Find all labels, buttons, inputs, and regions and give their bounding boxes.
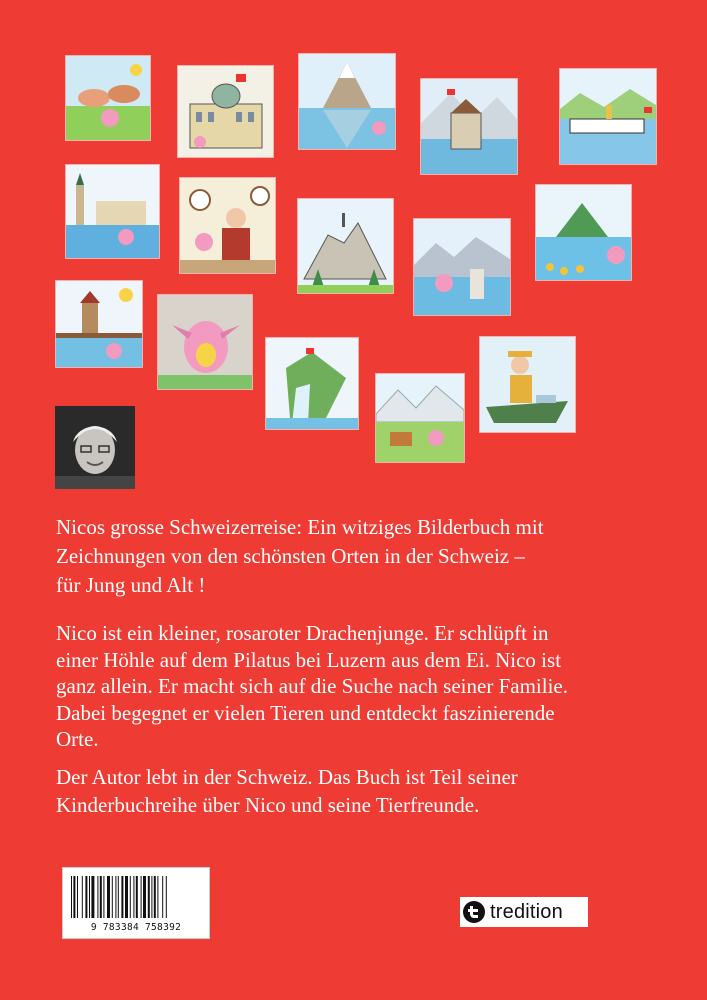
illustration-alps-cow bbox=[376, 374, 464, 462]
illustration-lugano bbox=[536, 185, 631, 280]
isbn-barcode bbox=[62, 867, 210, 939]
story-line: Orte. bbox=[56, 727, 99, 751]
isbn-number: 9 783384 758392 bbox=[90, 922, 182, 933]
illustration-federal-palace bbox=[178, 66, 273, 157]
illustration-dragon-fountain bbox=[414, 219, 510, 315]
illustration-matterhorn bbox=[299, 54, 395, 149]
intro-line: Zeichnungen von den schönsten Orten in der Schweiz – bbox=[56, 544, 525, 568]
illustration-lake-steamboat bbox=[560, 69, 656, 164]
publisher-name: tredition bbox=[490, 900, 563, 923]
illustration-chillon-castle bbox=[421, 79, 517, 174]
illustration-boatman bbox=[480, 337, 575, 432]
illustration-horses-dragon bbox=[66, 56, 150, 140]
author-line: Der Autor lebt in der Schweiz. Das Buch ist Teil seiner bbox=[56, 765, 518, 789]
author-line: Kinderbuchreihe über Nico und seine Tierfreunde. bbox=[56, 793, 480, 817]
illustration-dragon-cave bbox=[158, 295, 252, 389]
illustration-zurich bbox=[66, 165, 159, 258]
publisher-logo bbox=[460, 897, 588, 927]
illustration-pilatus bbox=[298, 199, 393, 293]
author-photo bbox=[55, 406, 135, 489]
illustration-rhine-falls bbox=[266, 338, 358, 429]
tredition-logo-icon bbox=[463, 901, 485, 923]
story-line: einer Höhle auf dem Pilatus bei Luzern aus dem Ei. Nico ist bbox=[56, 647, 562, 672]
story-line: ganz allein. Er macht sich auf die Suche nach seiner Familie. bbox=[56, 674, 568, 698]
intro-line: für Jung und Alt ! bbox=[56, 573, 206, 597]
intro-line: Nicos grosse Schweizerreise: Ein witziges Bilderbuch mit bbox=[56, 515, 544, 539]
story-line: Nico ist ein kleiner, rosaroter Drachenjunge. Er schlüpft in bbox=[56, 621, 549, 645]
barcode-bars bbox=[71, 876, 201, 918]
illustration-clockmaker bbox=[180, 178, 275, 273]
illustration-chapel-bridge bbox=[56, 281, 142, 367]
author-paragraph bbox=[56, 763, 656, 819]
story-paragraph bbox=[56, 620, 656, 753]
story-line: Dabei begegnet er vielen Tieren und entdeckt faszinierende bbox=[56, 700, 555, 725]
intro-paragraph bbox=[56, 513, 656, 600]
